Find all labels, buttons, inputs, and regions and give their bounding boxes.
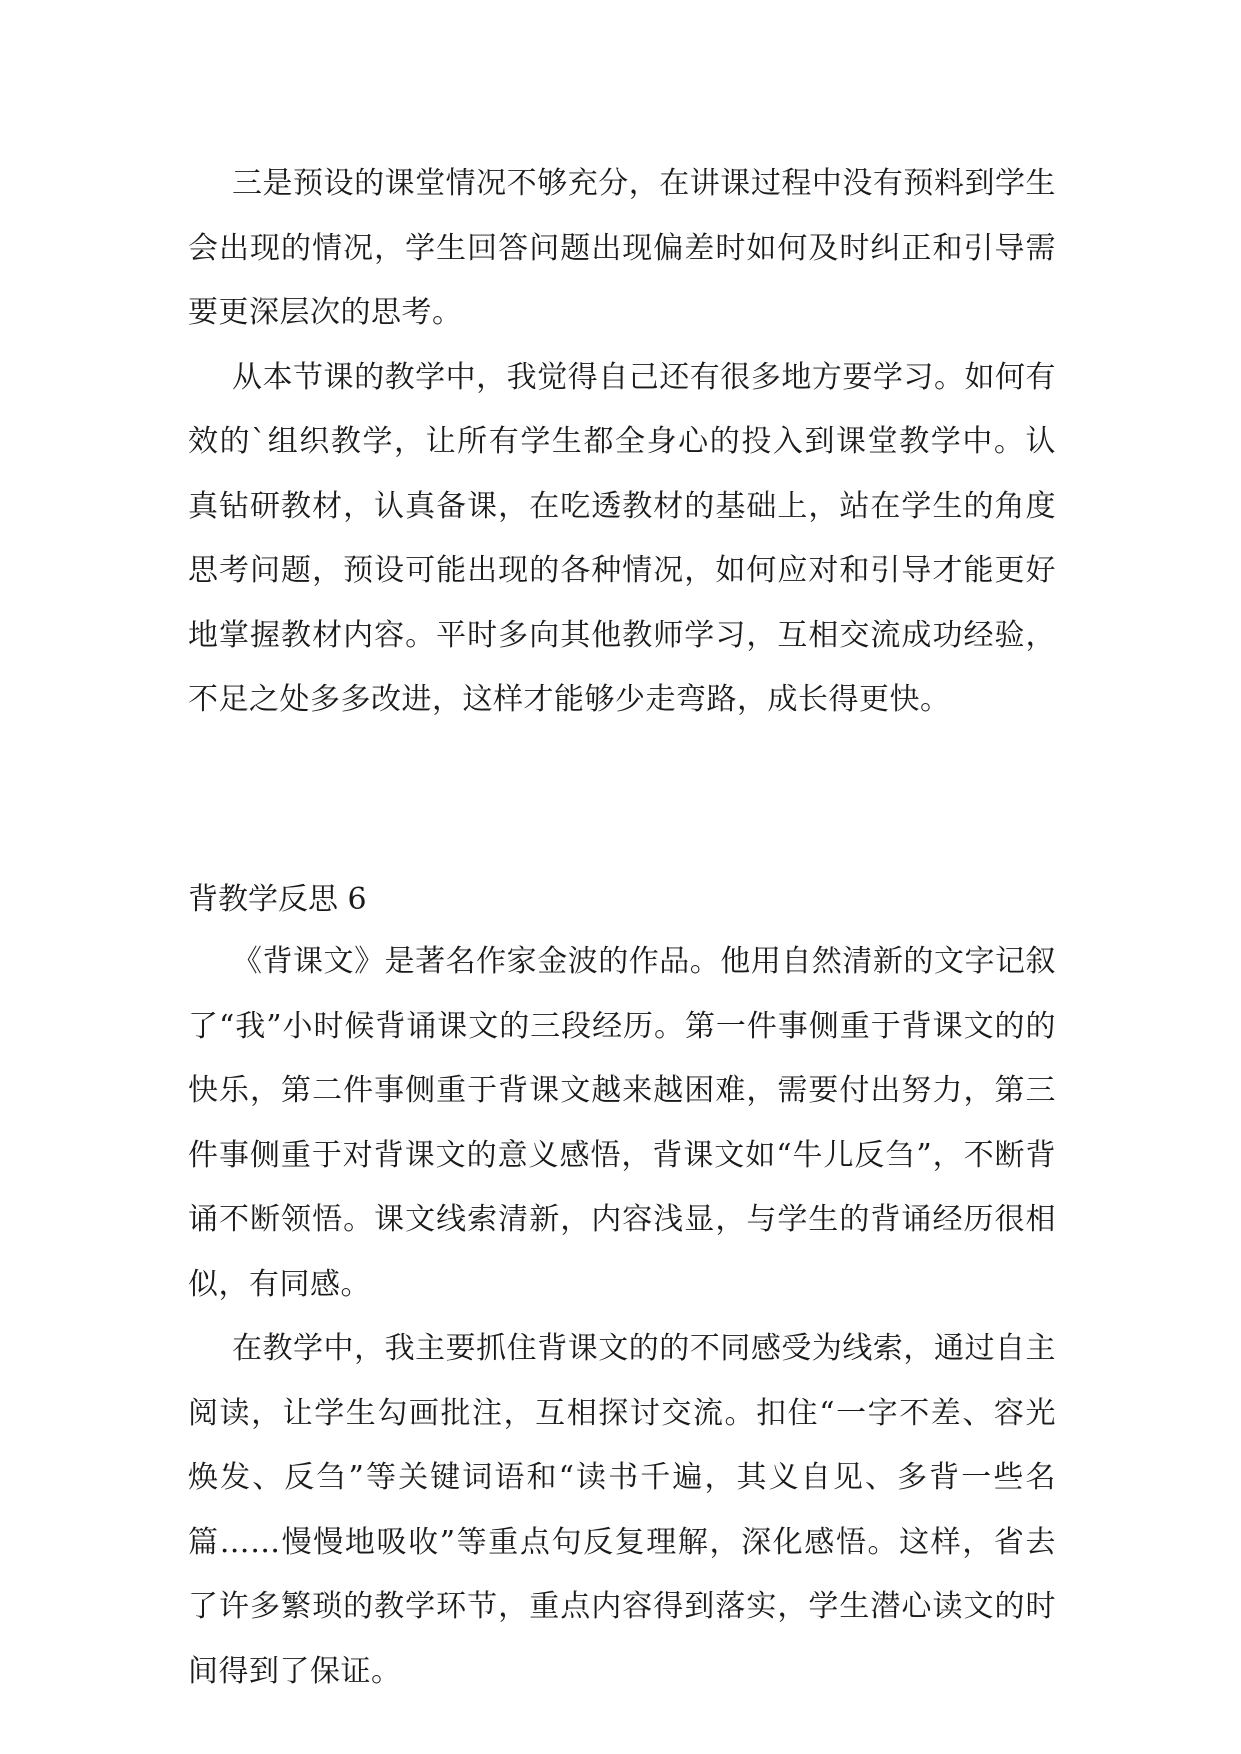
section-1-body	[188, 152, 1056, 733]
paragraph: 在教学中，我主要抓住背课文的的不同感受为线索，通过自主阅读，让学生勾画批注，互相探讨交流。扣住“一字不差、容光焕发、反刍”等关键词语和“读书千遍，其义自见、多背一些名篇……慢慢地吸收”等重点句反复理解，深化感悟。这样，省去了许多繁琐的教学环节，重点内容得到落实，学生潜心读文的时间得到了保证。	[188, 1331, 1056, 1689]
section-2-body	[188, 930, 1056, 1704]
paragraph: 《背课文》是著名作家金波的作品。他用自然清新的文字记叙了“我”小时候背诵课文的三段经历。第一件事侧重于背课文的的快乐，第二件事侧重于背课文越来越困难，需要付出努力，第三件事侧重于对背课文的意义感悟，背课文如“牛儿反刍”，不断背诵不断领悟。课文线索清新，内容浅显，与学生的背诵经历很相似，有同感。	[188, 944, 1056, 1302]
paragraph: 从本节课的教学中，我觉得自己还有很多地方要学习。如何有效的`组织教学，让所有学生都全身心的投入到课堂教学中。认真钻研教材，认真备课，在吃透教材的基础上，站在学生的角度思考问题，预设可能出现的各种情况，如何应对和引导才能更好地掌握教材内容。平时多向其他教师学习，互相交流成功经验，不足之处多多改进，这样才能够少走弯路，成长得更快。	[188, 359, 1056, 717]
paragraph: 三是预设的课堂情况不够充分，在讲课过程中没有预料到学生会出现的情况，学生回答问题出现偏差时如何及时纠正和引导需要更深层次的思考。	[188, 166, 1056, 330]
section-heading: 背教学反思 6	[188, 882, 367, 917]
